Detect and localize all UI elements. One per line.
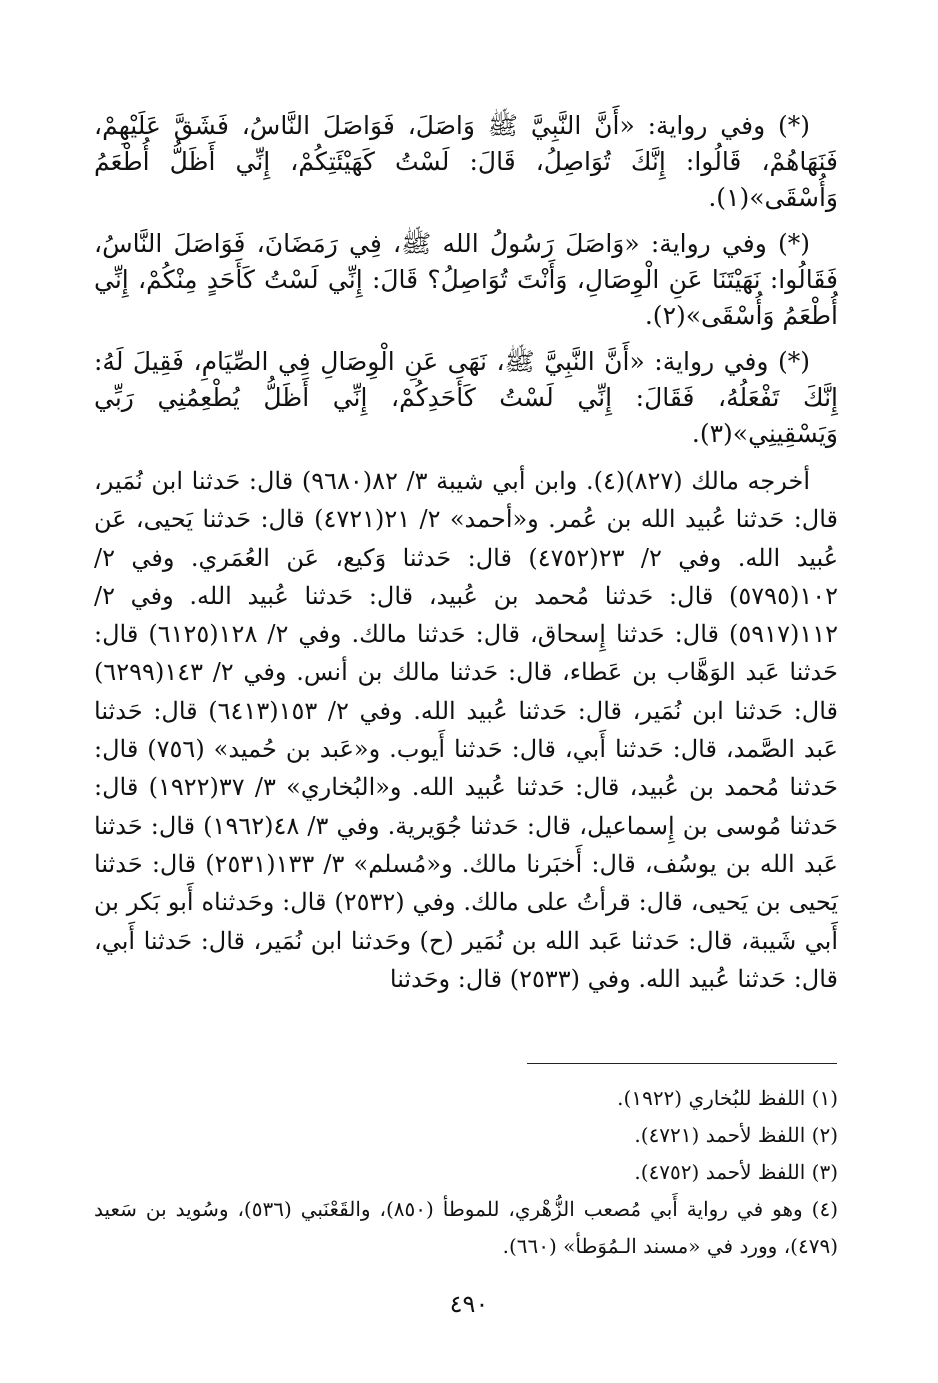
footnote-separator <box>527 1063 837 1064</box>
footnote-number: (٤) <box>811 1197 839 1221</box>
footnote-3 <box>94 1154 838 1191</box>
main-text <box>94 108 838 998</box>
footnotes <box>94 1080 838 1265</box>
footnote-text: اللفظ لأحمد (٤٧٥٢). <box>634 1160 806 1184</box>
footnote-number: (٢) <box>811 1123 838 1147</box>
footnote-number: (١) <box>811 1086 838 1110</box>
takhrij-paragraph: أخرجه مالك (٨٢٧)(٤). وابن أبي شيبة ٣/ ٨٢(٩٦٨٠) قال: حَدثنا ابن نُمَير، قال: حَدثنا عُبيد الله بن عُمر. و«أحمد» ٢/ ٢١(٤٧٢١) قال: حَدثنا يَحيى، عَن عُبيد الله. وفي ٢/ ٢٣(٤٧٥٢) قال: حَدثنا وَكيع، عَن العُمَري. وفي ٢/ ١٠٢(٥٧٩٥) قال: حَدثنا مُحمد بن عُبيد، قال: حَدثنا عُبيد الله. وفي ٢/ ١١٢(٥٩١٧) قال: حَدثنا إِسحاق، قال: حَدثنا مالك. وفي ٢/ ١٢٨(٦١٢٥) قال: حَدثنا عَبد الوَهَّاب بن عَطاء، قال: حَدثنا مالك بن أنس. وفي ٢/ ١٤٣(٦٢٩٩) قال: حَدثنا ابن نُمَير، قال: حَدثنا عُبيد الله. وفي ٢/ ١٥٣(٦٤١٣) قال: حَدثنا عَبد الصَّمد، قال: حَدثنا أَبي، قال: حَدثنا أَيوب. و«عَبد بن حُميد» (٧٥٦) قال: حَدثنا مُحمد بن عُبيد، قال: حَدثنا عُبيد الله. و«البُخاري» ٣/ ٣٧(١٩٢٢) قال: حَدثنا مُوسى بن إِسماعيل، قال: حَدثنا جُوَيرية. وفي ٣/ ٤٨(١٩٦٢) قال: حَدثنا عَبد الله بن يوسُف، قال: أَخبَرنا مالك. و«مُسلم» ٣/ ١٣٣(٢٥٣١) قال: حَدثنا يَحيى بن يَحيى، قال: قرأتُ على مالك. وفي (٢٥٣٢) قال: وحَدثناه أَبو بَكر بن أَبي شَيبة، قال: حَدثنا عَبد الله بن نُمَير (ح) وحَدثنا ابن نُمَير، قال: حَدثنا أَبي، قال: حَدثنا عُبيد الله. وفي (٢٥٣٣) قال: وحَدثنا <box>94 467 839 993</box>
narration-1: (*) وفي رواية: «أَنَّ النَّبِيَّ ﷺ وَاصَلَ، فَوَاصَلَ النَّاسُ، فَشَقَّ عَلَيْهِمْ، فَنَهَاهُمْ، قَالُوا: إِنَّكَ تُوَاصِلُ، قَالَ: لَسْتُ كَهَيْئَتِكُمْ، إِنِّي أَظَلُّ أُطْعَمُ وَأُسْقَى»(١). <box>94 111 838 212</box>
footnote-text: وهو في رواية أَبي مُصعب الزُّهْري، للموطأ (٨٥٠)، والقَعْنَبي (٥٣٦)، وسُويد بن سَعيد (٤٧٩)، وورد في «مسند الـمُوَطأ» (٦٦٠). <box>94 1197 838 1258</box>
footnote-text: اللفظ لأحمد (٤٧٢١). <box>634 1123 806 1147</box>
footnote-1 <box>94 1080 838 1117</box>
footnote-text: اللفظ للبُخاري (١٩٢٢). <box>617 1086 806 1110</box>
footnote-number: (٣) <box>811 1160 838 1184</box>
narration-2: (*) وفي رواية: «وَاصَلَ رَسُولُ الله ﷺ، فِي رَمَضَانَ، فَوَاصَلَ النَّاسُ، فَقَالُوا: نَهَيْتَنَا عَنِ الْوِصَالِ، وَأَنْتَ تُوَاصِلُ؟ قَالَ: إِنِّي لَسْتُ كَأَحَدٍ مِنْكُمْ، إِنِّي أُطْعَمُ وَأُسْقَى»(٢). <box>94 229 838 330</box>
footnote-4 <box>94 1191 838 1265</box>
narration-3: (*) وفي رواية: «أَنَّ النَّبِيَّ ﷺ، نَهَى عَنِ الْوِصَالِ فِي الصِّيَامِ، فَقِيلَ لَهُ: إِنَّكَ تَفْعَلُهُ، فَقَالَ: إِنِّي لَسْتُ كَأَحَدِكُمْ، إِنِّي أَظَلُّ يُطْعِمُنِي رَبِّي وَيَسْقِينِي»(٣). <box>94 347 838 448</box>
footnote-2 <box>94 1117 838 1154</box>
page-number: ٤٩٠ <box>449 1290 489 1318</box>
